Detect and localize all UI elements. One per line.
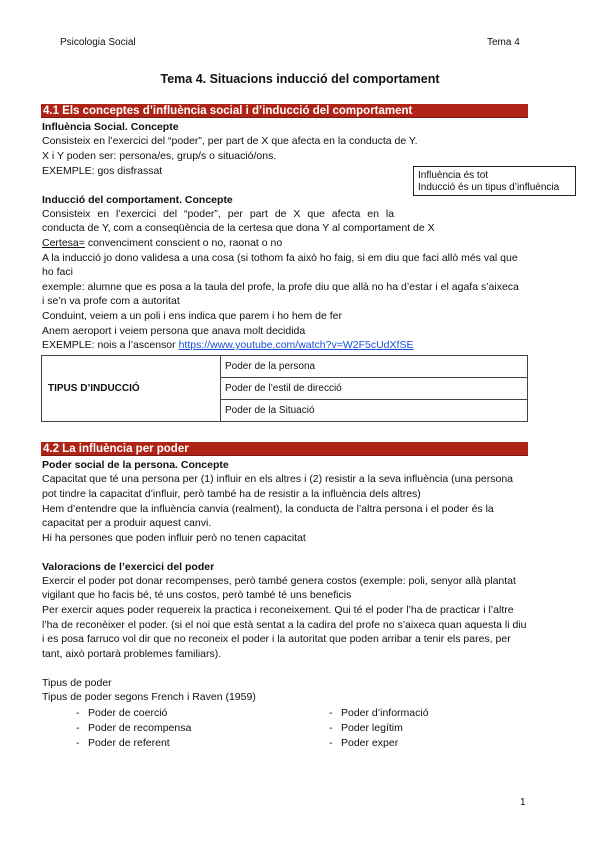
subheading-valoracions: Valoracions de l’exercici del poder xyxy=(42,561,215,573)
certesa-text: convenciment conscient o no, raonat o no xyxy=(84,237,283,249)
table-cell: Poder de la Situació xyxy=(221,400,528,422)
paragraph-line: Hem d’entendre que la influència canvia (realment), la conducta de l’altra persona i el poder és la xyxy=(42,503,494,515)
note-line: Inducció és un tipus d’influència xyxy=(418,182,560,193)
header-right: Tema 4 xyxy=(487,37,520,48)
paragraph-line: ho faci xyxy=(42,266,73,278)
list-item: - Poder de referent xyxy=(76,737,170,749)
paragraph-line: Consisteix en l’exercici del “poder”, per part de X que afecta en la conducta de Y. xyxy=(42,135,418,147)
paragraph-line: i se’n va profe com a autoritat xyxy=(42,295,180,307)
paragraph-line: Anem aeroport i veiem persona que anava molt decidida xyxy=(42,325,306,337)
youtube-link[interactable]: https://www.youtube.com/watch?v=W2F5cUdXfSE xyxy=(178,339,414,351)
table-cell: Poder de la persona xyxy=(221,356,528,378)
paragraph-line: Tipus de poder segons French i Raven (1959) xyxy=(42,691,256,703)
subheading-influencia: Influència Social. Concepte xyxy=(42,121,179,133)
induction-types-table xyxy=(41,355,528,422)
table-cell: Poder de l’estil de direcció xyxy=(221,378,528,400)
subheading-poder-social: Poder social de la persona. Concepte xyxy=(42,459,229,471)
header-left: Psicologia Social xyxy=(60,37,136,48)
paragraph-line: X i Y poden ser: persona/es, grup/s o situació/ons. xyxy=(42,150,277,162)
list-item: - Poder de coerció xyxy=(76,707,168,719)
paragraph-line: Exercir el poder pot donar recompenses, però també genera costos (exemple: poli, senyor allà plantat xyxy=(42,575,516,587)
paragraph-line: Per exercir aques poder requereix la practica i reconeixement. Qui té el poder l’ha de practicar i l’altre xyxy=(42,604,514,616)
paragraph-line: Tipus de poder xyxy=(42,677,112,689)
paragraph-line: vigilant que ho facis bé, té uns costos, però també té uns beneficis xyxy=(42,589,352,601)
paragraph-line: i es posa farruco vol dir que no reconeix el poder i la autoritat que poden arribar a tenir els pares, per xyxy=(42,633,511,645)
paragraph-line: capacitat per a produir aquest canvi. xyxy=(42,517,212,529)
page-number: 1 xyxy=(520,797,526,808)
paragraph-line: tant, això portarà problemes familiars). xyxy=(42,648,222,660)
document-title: Tema 4. Situacions inducció del comportament xyxy=(160,72,440,86)
paragraph-line: Capacitat que té una persona per (1) influir en els altres i (2) resistir a la seva influència (una persona xyxy=(42,473,513,485)
paragraph-line xyxy=(42,237,282,250)
paragraph-line: conducta de Y, com a conseqüència de la certesa que dona Y al comportament de X xyxy=(42,222,435,234)
paragraph-line: l’ha de reconèixer el poder. (si el noi que està sentat a la cadira del profe no s’aixeca quan aquesta li diu xyxy=(42,619,527,631)
list-item: - Poder legítim xyxy=(329,722,403,734)
paragraph-line: Conduint, veiem a un poli i ens indica que parem i ho hem de fer xyxy=(42,310,343,322)
paragraph-line: exemple: alumne que es posa a la taula del profe, la profe diu que allà no ha d’estar i el agafa s’aixeca xyxy=(42,281,519,293)
paragraph-line: A la inducció jo dono validesa a una cosa (si tothom fa això ho faig, si em diu que faci allò més val que xyxy=(42,252,518,264)
list-item: - Poder exper xyxy=(329,737,399,749)
section-heading-4-2: 4.2 La influència per poder xyxy=(41,442,528,456)
list-item: - Poder d’informació xyxy=(329,707,429,719)
note-box xyxy=(413,166,576,196)
table-label: TIPUS D’INDUCCIÓ xyxy=(42,356,221,422)
section-heading-4-1: 4.1 Els conceptes d’influència social i d’inducció del comportament xyxy=(41,104,528,118)
certesa-label: Certesa= xyxy=(42,237,85,249)
subheading-induccio: Inducció del comportament. Concepte xyxy=(42,194,233,206)
list-item: - Poder de recompensa xyxy=(76,722,192,734)
paragraph-line: EXEMPLE: gos disfrassat xyxy=(42,165,163,177)
note-line: Influència és tot xyxy=(418,170,489,181)
paragraph-line: pot tindre la capacitat d’influir, però també ha de resistir a la influència dels altres) xyxy=(42,488,421,500)
paragraph-line: Consisteix en l’exercici del “poder”, per part de X que afecta en la xyxy=(42,208,395,220)
paragraph-line: EXEMPLE: nois a l’ascensor https://www.youtube.com/watch?v=W2F5cUdXfSE xyxy=(42,339,414,351)
paragraph-line: Hi ha persones que poden influir però no tenen capacitat xyxy=(42,532,306,544)
